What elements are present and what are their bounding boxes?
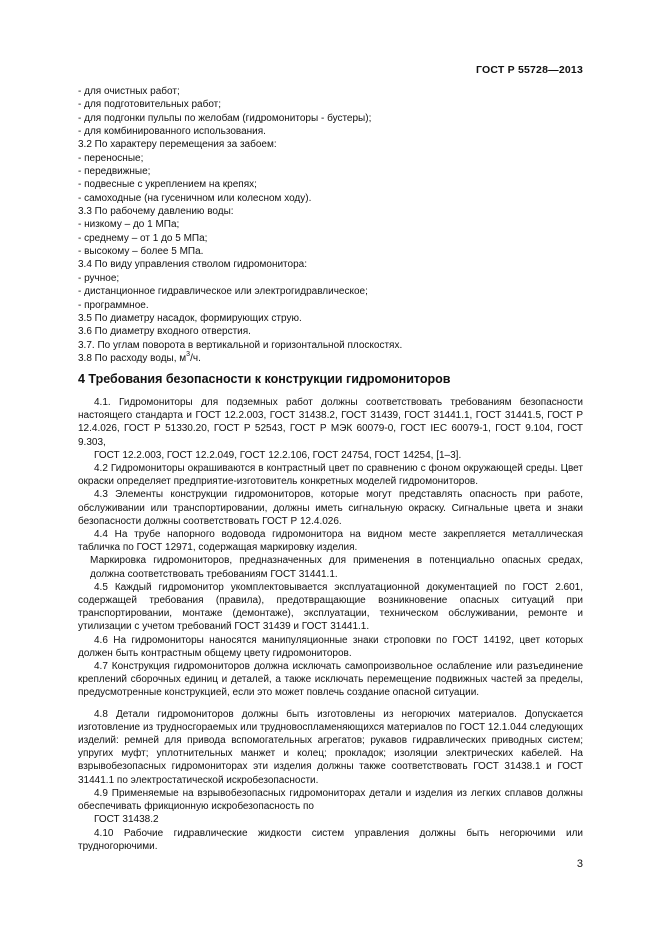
list-item: 3.7. По углам поворота в вертикальной и горизонтальной плоскостях. xyxy=(78,339,403,351)
list-item: 3.3 По рабочему давлению воды: xyxy=(78,206,234,218)
list-item: - для подгонки пульпы по желобам (гидромониторы - бустеры); xyxy=(78,112,372,124)
paragraph: Маркировка гидромониторов, предназначенных для применения в потенциально опасных средах, должна соответствовать требованиям ГОСТ 31441.1. xyxy=(90,555,583,580)
list-item: - программное. xyxy=(78,299,149,311)
list-item: - для подготовительных работ; xyxy=(78,99,222,111)
paragraph: 4.2 Гидромониторы окрашиваются в контрастный цвет по сравнению с фоном окружающей среды. Цвет окраски определяет предприятие-изготовитель конкретных моделей гидромониторов. xyxy=(78,463,583,488)
list-item xyxy=(78,352,588,365)
list-item: - низкому – до 1 МПа; xyxy=(78,219,180,231)
list-item: - среднему – от 1 до 5 МПа; xyxy=(78,232,208,244)
list-item: - переносные; xyxy=(78,152,144,164)
classification-list xyxy=(78,85,588,365)
paragraph: ГОСТ 12.2.003, ГОСТ 12.2.049, ГОСТ 12.2.106, ГОСТ 24754, ГОСТ 14254, [1–3]. xyxy=(94,449,462,461)
list-item: 3.5 По диаметру насадок, формирующих струю. xyxy=(78,312,302,324)
paragraph: 4.4 На трубе напорного водовода гидромонитора на видном месте закрепляется металлическая табличка по ГОСТ 12971, содержащая маркировку изделия. xyxy=(78,529,583,554)
list-item: - для очистных работ; xyxy=(78,86,180,97)
list-item: 3.4 По виду управления стволом гидромонитора: xyxy=(78,259,307,271)
section-body xyxy=(78,396,583,853)
list-item: - подвесные с укреплением на крепях; xyxy=(78,179,257,191)
paragraph-gap xyxy=(78,700,583,708)
list-item: - самоходные (на гусеничном или колесном ходу). xyxy=(78,192,312,204)
paragraph: 4.3 Элементы конструкции гидромониторов, которые могут представлять опасность при работе, обслуживании или транспортировании, должны иметь сигнальную окраску. Сигнальные цвета и знаки безопасности должны соответствовать ГОСТ Р 12.4.026. xyxy=(78,489,583,527)
unit-superscript: 3 xyxy=(186,350,191,358)
list-item: - ручное; xyxy=(78,272,120,284)
page-number: 3 xyxy=(576,858,583,870)
paragraph: 4.8 Детали гидромониторов должны быть изготовлены из негорючих материалов. Допускается изготовление из трудносгораемых или трудновоспламеняющихся материалов по ГОСТ 12.1.044 следующих изделий: ремней для привода вспомогательных агрегатов; рукавов гидравлических приводных систем; упругих муфт; уплотнительных манжет и колец; прокладок; изоляции электрических кабелей. На взрывобезопасных гидромониторах эти изделия должны также соответствовать ГОСТ 31438.1 и ГОСТ 31441.1 по электростатической искробезопасности. xyxy=(78,708,583,786)
list-item-suffix: /ч. xyxy=(190,352,201,364)
list-item: - высокому – более 5 МПа. xyxy=(78,246,204,258)
list-item: 3.2 По характеру перемещения за забоем: xyxy=(78,139,277,151)
document-header: ГОСТ Р 55728—2013 xyxy=(475,64,583,76)
paragraph: 4.5 Каждый гидромонитор укомплектовывается эксплуатационной документацией по ГОСТ 2.601, содержащей требования (правила), предотвращающие возникновение опасных ситуаций при транспортировании, монтаже (демонтаже), эксплуатации, техническом обслуживании, ремонте и утилизации с учетом требований ГОСТ 31439 и ГОСТ 31441.1. xyxy=(78,581,583,633)
list-item-text: 3.8 По расходу воды, м xyxy=(78,352,187,364)
paragraph: 4.10 Рабочие гидравлические жидкости систем управления должны быть негорючими или трудногорючими. xyxy=(78,827,583,852)
list-item: - дистанционное гидравлическое или электрогидравлическое; xyxy=(78,286,368,298)
list-item: 3.6 По диаметру входного отверстия. xyxy=(78,326,251,338)
paragraph: 4.1. Гидромониторы для подземных работ должны соответствовать требованиям безопасности настоящего стандарта и ГОСТ 12.2.003, ГОСТ 31438.2, ГОСТ 31439, ГОСТ 31441.1, ГОСТ 31441.5, ГОСТ Р 12.4.026, ГОСТ Р 51330.20, ГОСТ Р 52543, ГОСТ Р МЭК 60079-0, ГОСТ IEC 60079-1, ГОСТ 9.104, ГОСТ 9.303, xyxy=(78,397,583,448)
paragraph: 4.9 Применяемые на взрывобезопасных гидромониторах детали и изделия из легких сплавов должны обеспечивать фрикционную искробезопасность по xyxy=(78,787,583,813)
list-item: - для комбинированного использования. xyxy=(78,126,266,138)
paragraph: 4.6 На гидромониторы наносятся манипуляционные знаки строповки по ГОСТ 14192, цвет которых должен быть контрастным общему цвету гидромониторов. xyxy=(78,634,583,659)
paragraph: 4.7 Конструкция гидромониторов должна исключать самопроизвольное ослабление или разъединение креплений сборочных единиц и деталей, а также исключать перемещение подвижных частей за пределы, предусмотренные конструкцией, если это может повлечь создание опасной ситуации. xyxy=(78,661,583,699)
list-item: - передвижные; xyxy=(78,166,151,178)
paragraph: ГОСТ 31438.2 xyxy=(94,814,159,826)
section-title: 4 Требования безопасности к конструкции гидромониторов xyxy=(78,372,451,386)
